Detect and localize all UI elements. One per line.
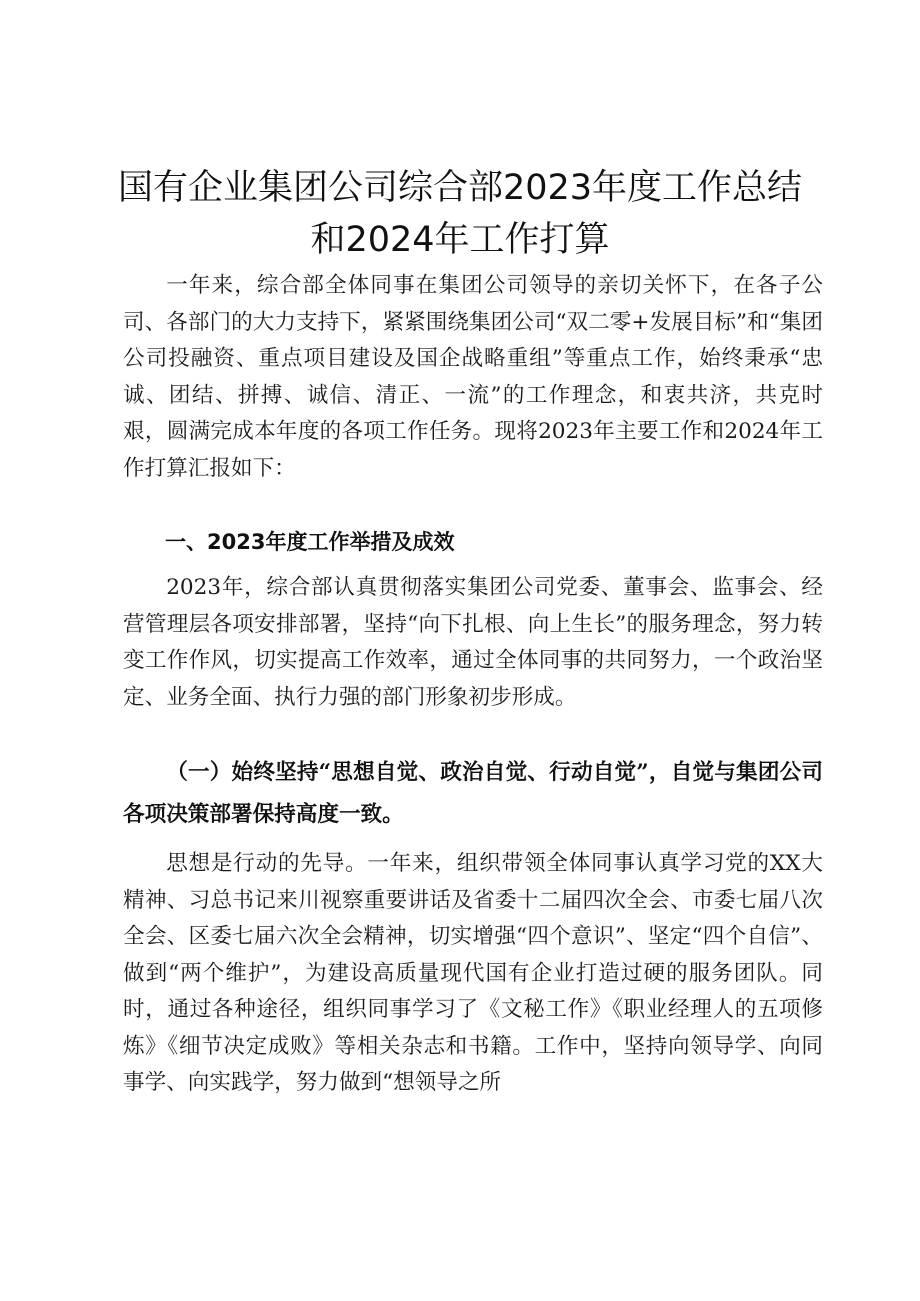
section-1-heading: 一、2023年度工作举措及成效 <box>165 530 455 554</box>
section-1-paragraph: 2023年，综合部认真贯彻落实集团公司党委、董事会、监事会、经营管理层各项安排部署，坚持“向下扎根、向上生长”的服务理念，努力转变工作作风，切实提高工作效率，通过全体同事的共同努力，一个政治坚定、业务全面、执行力强的部门形象初步形成。 <box>123 575 823 710</box>
subsection-1-heading: （一）始终坚持“思想自觉、政治自觉、行动自觉”，自觉与集团公司各项决策部署保持高度一致。 <box>123 760 823 827</box>
intro-paragraph: 一年来，综合部全体同事在集团公司领导的亲切关怀下，在各子公司、各部门的大力支持下，紧紧围绕集团公司“双二零+发展目标”和“集团公司投融资、重点项目建设及国企战略重组”等重点工作，始终秉承“忠诚、团结、拼搏、诚信、清正、一流”的工作理念，和衷共济，共克时艰，圆满完成本年度的各项工作任务。现将2023年主要工作和2024年工作打算汇报如下： <box>123 273 823 481</box>
document-title-line-2: 和2024年工作打算 <box>310 220 610 260</box>
subsection-1-paragraph: 思想是行动的先导。一年来，组织带领全体同事认真学习党的XX大精神、习总书记来川视察重要讲话及省委十二届四次全会、市委七届八次全会、区委七届六次全会精神，切实增强“四个意识”、坚定“四个自信”、做到“两个维护”，为建设高质量现代国有企业打造过硬的服务团队。同时，通过各种途径，组织同事学习了《文秘工作》《职业经理人的五项修炼》《细节决定成败》等相关杂志和书籍。工作中，坚持向领导学、向同事学、向实践学，努力做到“想领导之所 <box>123 851 823 1095</box>
document-title-line-1: 国有企业集团公司综合部2023年度工作总结 <box>117 168 803 208</box>
